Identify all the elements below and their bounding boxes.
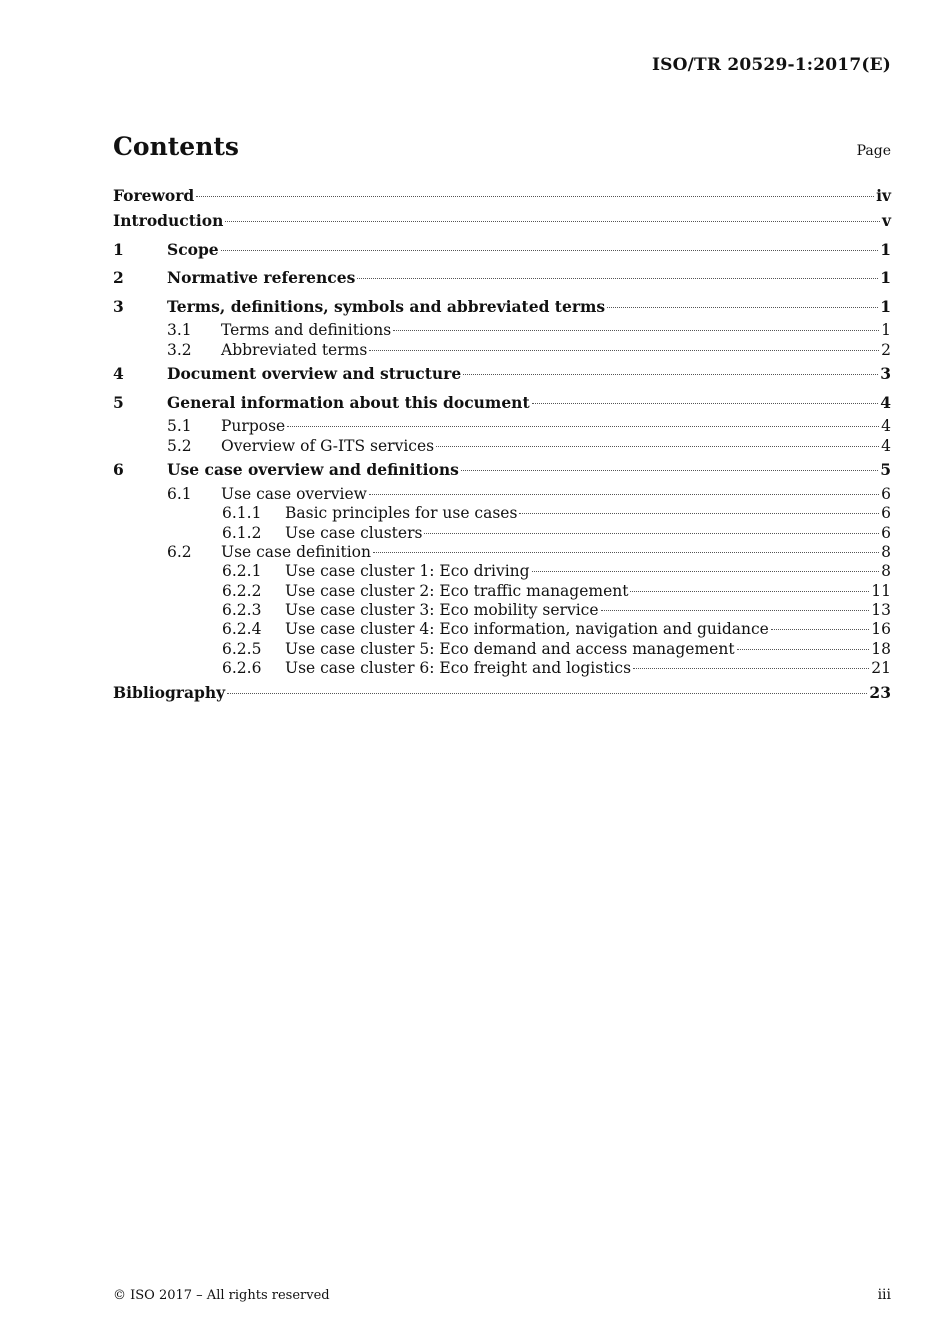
toc-entry-page: 4	[880, 392, 891, 412]
toc-entry-page: 3	[880, 364, 891, 384]
toc-entry[interactable]	[113, 659, 891, 678]
toc-entry[interactable]	[113, 524, 891, 543]
toc-entry-page: 4	[881, 417, 891, 436]
dot-leader	[287, 426, 879, 427]
toc-entry-page: 8	[881, 542, 891, 561]
toc-entry-number: 3	[113, 296, 124, 316]
toc-entry[interactable]	[113, 321, 891, 340]
toc-entry[interactable]	[113, 360, 891, 389]
page-column-label: Page	[856, 143, 891, 159]
toc-entry-number: 5	[113, 392, 124, 412]
table-of-contents	[113, 185, 891, 707]
toc-entry-number: 6.2	[167, 542, 192, 561]
toc-entry-title: Scope	[167, 239, 219, 259]
toc-entry-page: 13	[871, 601, 891, 620]
toc-entry-title: General information about this document	[167, 392, 530, 412]
toc-entry[interactable]	[113, 417, 891, 436]
toc-entry-page: 4	[881, 436, 891, 455]
dot-leader	[532, 403, 879, 404]
toc-entry-page: 1	[880, 239, 891, 259]
toc-entry-number: 6.2.4	[222, 620, 262, 639]
toc-entry[interactable]	[113, 264, 891, 293]
toc-entry-number: 2	[113, 268, 124, 288]
toc-entry[interactable]	[113, 185, 891, 207]
toc-entry[interactable]	[113, 485, 891, 504]
dot-leader	[630, 591, 869, 592]
toc-entry-number: 3.2	[167, 340, 192, 359]
dot-leader	[532, 571, 880, 572]
toc-entry-title: Use case overview	[221, 484, 367, 503]
toc-entry-page: 6	[881, 523, 891, 542]
dot-leader	[771, 629, 869, 630]
toc-entry-number: 3.1	[167, 321, 192, 340]
toc-entry-title: Use case cluster 2: Eco traffic management	[285, 581, 629, 600]
toc-entry-page: 5	[880, 460, 891, 480]
dot-leader	[737, 649, 870, 650]
toc-entry-number: 5.1	[167, 417, 192, 436]
footer-page-number: iii	[877, 1287, 891, 1303]
dot-leader	[369, 350, 879, 351]
toc-entry-number: 4	[113, 364, 124, 384]
toc-entry-title: Use case cluster 5: Eco demand and access management	[285, 639, 735, 658]
toc-entry-number: 6	[113, 460, 124, 480]
toc-entry-page: v	[881, 211, 891, 230]
toc-entry-number: 6.1	[167, 484, 192, 503]
toc-entry-title: Terms, definitions, symbols and abbreviated terms	[167, 296, 606, 316]
toc-entry[interactable]	[113, 207, 891, 236]
toc-entry-title: Use case cluster 3: Eco mobility service	[285, 601, 599, 620]
toc-entry[interactable]	[113, 543, 891, 562]
toc-entry-title: Document overview and structure	[167, 364, 462, 384]
toc-entry[interactable]	[113, 504, 891, 523]
toc-entry-page: 23	[869, 682, 891, 702]
toc-entry-title: Abbreviated terms	[221, 340, 368, 359]
toc-entry-page: 6	[881, 504, 891, 523]
toc-entry-page: 6	[881, 484, 891, 503]
toc-entry-page: 8	[881, 562, 891, 581]
dot-leader	[357, 278, 878, 279]
dot-leader	[393, 330, 879, 331]
dot-leader	[463, 374, 878, 375]
toc-entry-number: 6.2.1	[222, 562, 262, 581]
dot-leader	[607, 307, 878, 308]
toc-entry[interactable]	[113, 640, 891, 659]
toc-entry-number: 6.1.1	[222, 504, 262, 523]
toc-entry-title: Bibliography	[113, 682, 226, 702]
toc-entry-page: 21	[871, 659, 891, 678]
toc-entry-number: 1	[113, 239, 124, 259]
dot-leader	[601, 610, 870, 611]
toc-entry-number: 6.2.2	[222, 581, 262, 600]
dot-leader	[424, 533, 879, 534]
toc-entry-title: Use case clusters	[285, 523, 423, 542]
document-id: ISO/TR 20529-1:2017(E)	[651, 55, 891, 75]
toc-entry[interactable]	[113, 601, 891, 620]
toc-entry-title: Overview of G-ITS services	[221, 436, 435, 455]
dot-leader	[225, 221, 880, 222]
toc-entry[interactable]	[113, 620, 891, 639]
toc-entry-page: 16	[871, 620, 891, 639]
dot-leader	[461, 470, 878, 471]
toc-entry[interactable]	[113, 293, 891, 322]
toc-entry-title: Basic principles for use cases	[285, 504, 518, 523]
toc-entry[interactable]	[113, 437, 891, 456]
toc-entry[interactable]	[113, 679, 891, 708]
toc-entry[interactable]	[113, 562, 891, 581]
toc-entry-page: 1	[880, 296, 891, 316]
toc-entry-page: 11	[871, 581, 891, 600]
toc-entry[interactable]	[113, 456, 891, 485]
footer-copyright: © ISO 2017 – All rights reserved	[113, 1288, 330, 1303]
toc-entry-page: iv	[876, 186, 891, 205]
toc-entry[interactable]	[113, 236, 891, 265]
toc-entry[interactable]	[113, 389, 891, 418]
dot-leader	[196, 196, 874, 197]
toc-entry-title: Use case overview and definitions	[167, 460, 459, 480]
dot-leader	[436, 446, 879, 447]
dot-leader	[221, 250, 879, 251]
toc-entry-title: Use case cluster 6: Eco freight and logistics	[285, 659, 632, 678]
toc-entry-page: 1	[880, 268, 891, 288]
dot-leader	[373, 552, 879, 553]
toc-entry-title: Terms and definitions	[221, 321, 392, 340]
toc-entry-number: 5.2	[167, 436, 192, 455]
toc-entry-title: Foreword	[113, 186, 195, 205]
toc-entry[interactable]	[113, 341, 891, 360]
toc-entry-page: 2	[881, 340, 891, 359]
toc-entry-title: Use case definition	[221, 542, 371, 561]
toc-entry-title: Introduction	[113, 211, 224, 230]
toc-entry-number: 6.2.3	[222, 601, 262, 620]
toc-entry-page: 1	[881, 321, 891, 340]
dot-leader	[633, 668, 869, 669]
dot-leader	[227, 693, 867, 694]
toc-entry-title: Use case cluster 1: Eco driving	[285, 562, 530, 581]
contents-title: Contents	[113, 132, 240, 161]
toc-entry-number: 6.2.6	[222, 659, 262, 678]
toc-entry[interactable]	[113, 582, 891, 601]
toc-entry-title: Use case cluster 4: Eco information, navigation and guidance	[285, 620, 769, 639]
dot-leader	[369, 494, 879, 495]
toc-entry-title: Normative references	[167, 268, 356, 288]
toc-entry-number: 6.2.5	[222, 639, 262, 658]
toc-entry-number: 6.1.2	[222, 523, 262, 542]
toc-entry-page: 18	[871, 639, 891, 658]
toc-entry-title: Purpose	[221, 417, 286, 436]
dot-leader	[519, 513, 879, 514]
